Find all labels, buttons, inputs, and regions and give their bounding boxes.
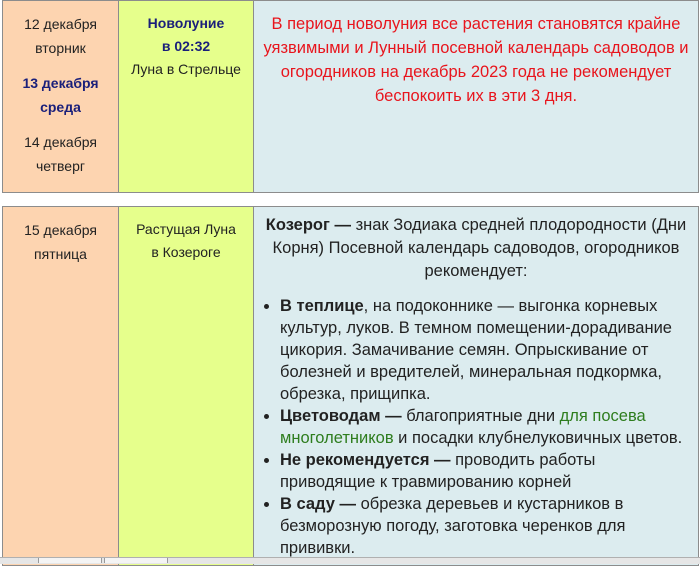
moon-phase-time: в 02:32	[161, 38, 211, 54]
date-cell	[3, 207, 119, 566]
date-day: 12 декабря	[24, 16, 97, 32]
list-item	[280, 449, 688, 493]
list-item	[280, 493, 688, 559]
date-weekday: вторник	[35, 40, 86, 56]
info-cell	[254, 1, 699, 193]
item-heading: Не рекомендуется —	[280, 451, 451, 469]
bottom-tab[interactable]	[38, 558, 102, 563]
calendar-table-new-moon	[2, 0, 699, 193]
perennials-sowing-link[interactable]: для посева многолетников	[280, 407, 646, 447]
date-entry	[3, 130, 118, 178]
moon-phase-cell	[119, 207, 254, 566]
table-row	[3, 1, 699, 193]
calendar-table-capricorn	[2, 206, 699, 566]
table-row	[3, 207, 699, 566]
item-heading: В теплице	[280, 297, 364, 315]
date-day: 15 декабря	[24, 222, 97, 238]
moon-phase-title: Новолуние	[147, 15, 225, 31]
item-text: обрезка деревьев и кустарников в безморозную погоду, заготовка черенков для прививки.	[280, 495, 626, 557]
info-cell	[254, 207, 699, 566]
item-heading: Цветоводам —	[280, 407, 402, 425]
recommendations-list	[254, 295, 698, 559]
date-weekday: пятница	[34, 246, 87, 262]
date-cell	[3, 1, 119, 193]
item-heading: В саду —	[280, 495, 356, 513]
moon-phase: Растущая Луна	[136, 221, 236, 237]
moon-sign: в Козероге	[151, 244, 221, 260]
date-entry	[3, 12, 118, 60]
date-entry	[3, 218, 118, 266]
date-day: 13 декабря	[22, 75, 99, 91]
date-day: 14 декабря	[24, 134, 97, 150]
date-weekday: среда	[40, 99, 81, 115]
new-moon-warning: В период новолуния все растения становятся крайне уязвимыми и Лунный посевной календарь садоводов и огородников на декабрь 2023 года не рекомендует беспокоить их в эти 3 дня.	[263, 15, 689, 105]
moon-sign: Луна в Стрельце	[131, 61, 241, 77]
zodiac-sign-label: Козерог —	[265, 216, 351, 234]
list-item	[280, 295, 688, 405]
item-text: благоприятные дни	[401, 407, 560, 425]
date-entry-highlighted	[3, 71, 118, 119]
date-weekday: четверг	[36, 158, 85, 174]
bottom-tab[interactable]	[104, 558, 168, 563]
item-text: , на подоконнике — выгонка корневых культур, луков. В темном помещении-дорадивание цикория. Замачивание семян. Опрыскивание от болезней и вредителей, минеральная подкормка, обрезка, прищипка.	[280, 297, 672, 403]
item-text: и посадки клубнелуковичных цветов.	[393, 429, 683, 447]
zodiac-intro-text: знак Зодиака средней плодородности (Дни Корня) Посевной календарь садоводов, огородников рекомендует:	[272, 216, 687, 280]
zodiac-intro	[254, 207, 698, 283]
item-text: проводить работы приводящие к травмированию корней	[280, 451, 596, 491]
moon-phase-cell	[119, 1, 254, 193]
list-item	[280, 405, 688, 449]
